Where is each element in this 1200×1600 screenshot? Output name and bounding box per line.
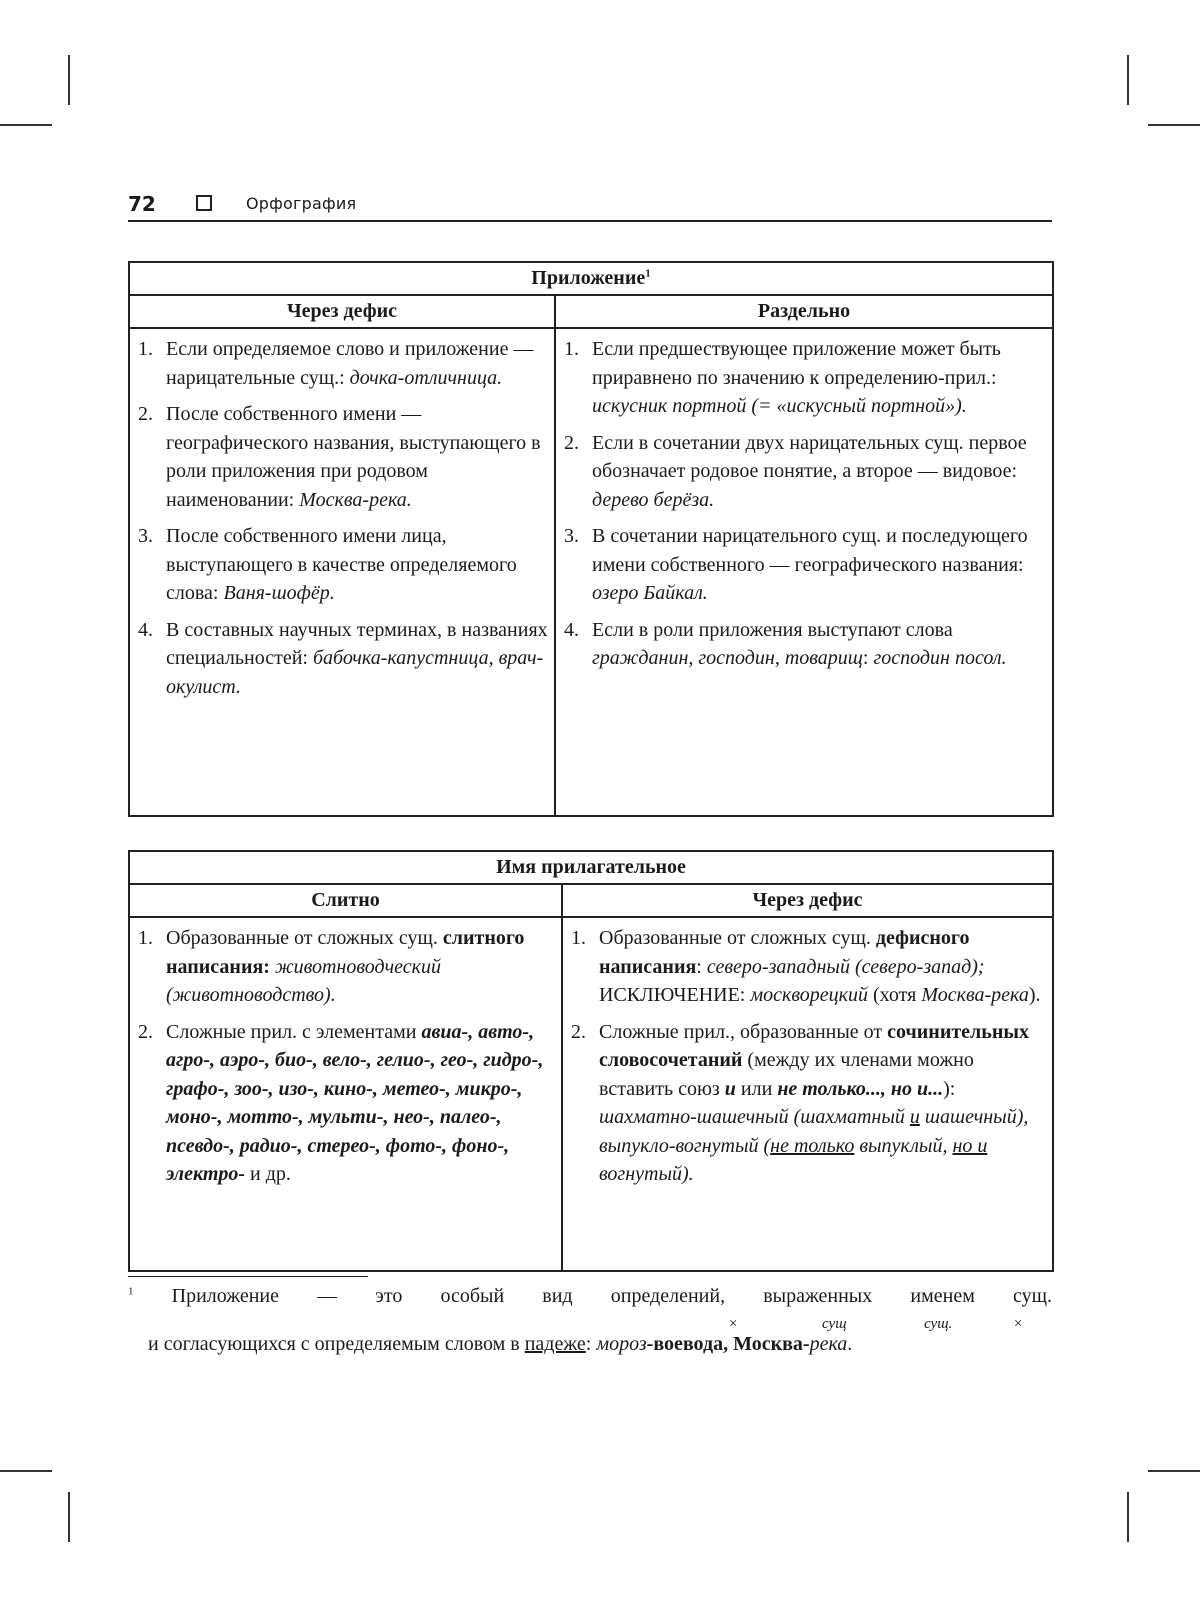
footnote-underlined: падеже [524,1333,586,1355]
example: северо-западный (северо-запад); [706,955,985,978]
rule-text: В сочетании нарицательного сущ. и последующего имени собственного — географического названия: [592,525,1028,576]
table-title: Имя прилагательное [129,851,1053,884]
column-header: Раздельно [555,295,1053,328]
example: Москва-река. [299,488,412,511]
example: дерево берёза. [592,488,715,511]
rule-text: и др. [245,1163,291,1185]
grammar-mark: сущ [822,1316,847,1332]
rules-column-solid [129,917,562,1271]
punctuation: ): [943,1077,956,1100]
footnote-text: Приложение — это особый вид определений, выраженных именем сущ. [171,1285,1052,1307]
example: выпуклый, [859,1134,948,1157]
example: искусник портной (= «искусный портной»). [592,395,967,417]
rules-column-hyphen [562,917,1053,1271]
rule-text: (между их членами можно вставить союз [599,1049,974,1100]
example: животноводческий (животноводство). [166,955,442,1006]
rule-emphasis: дефисного написания [599,927,970,978]
crop-mark [68,55,70,105]
exception-label: ИСКЛЮЧЕНИЕ: [599,984,746,1006]
conjunction: и [724,1077,736,1100]
example: дочка-отличница. [349,366,503,389]
list-item [138,400,548,514]
list-item [138,1018,555,1189]
page-number: 72 [128,192,156,216]
rule-text: После собственного имени лица, выступающего в качестве определяемого слова: [166,525,517,604]
running-header [128,190,1052,222]
list-item [571,1018,1046,1189]
footnote [128,1282,1052,1358]
checkbox-square-icon [196,195,212,211]
item-number: 1. [564,338,579,360]
table-prilozhenie [128,261,1054,817]
example-bold: -воевода, [646,1333,729,1355]
example-bold: Москва- [733,1333,810,1355]
rule-text: Если в сочетании двух нарицательных сущ. первое обозначает родовое понятие, а второе — видовое: [592,431,1027,482]
rule-text: Если предшествующее приложение может быть приравнено по значению к определению-прил.: [592,338,1001,389]
table-title-text: Приложение [531,267,646,289]
list-item [138,616,548,702]
item-number: 2. [564,431,579,454]
rule-emphasis: слитного написания [166,927,525,978]
item-number: 4. [564,618,579,641]
list-item [564,429,1046,515]
footnote-line [128,1330,1052,1358]
rule-text: Сложные прил. с элементами [166,1020,417,1043]
rules-column-hyphen [129,328,555,816]
crop-mark [1127,1492,1129,1542]
crop-mark [0,124,52,126]
table-title [129,262,1053,295]
list-item [564,522,1046,608]
example: Ваня-шофёр. [223,582,335,604]
crop-mark [1127,55,1129,105]
punctuation: : [263,955,270,978]
example-underlined: но и [952,1134,988,1157]
example: шашечный), выпукло-вогнутый ( [599,1106,1029,1157]
example: москворецкий [750,984,869,1006]
rule-text: Образованные от сложных сущ. [599,927,871,949]
crop-mark [1148,1470,1200,1472]
example: озеро Байкал. [592,582,708,604]
grammar-mark: × [728,1316,739,1332]
table-adjective [128,850,1054,1272]
example-elements: авиа-, авто-, агро-, аэро-, био-, вело-, гелио-, гео-, гидро-, графо-, зоо-, изо-, кино-, метео-, микро-, моно-, мотто-, мульти-, нео-, палео-, псевдо-, радио-, стерео-, фото-, фоно-, электро- [166,1020,544,1185]
item-number: 4. [138,618,153,641]
footnote-ref: 1 [645,267,651,280]
item-number: 2. [571,1020,586,1043]
crop-mark [68,1492,70,1542]
punctuation: : [585,1333,592,1355]
rule-text: или [740,1077,773,1100]
example-underlined: и [909,1106,920,1128]
rule-text: (хотя [873,984,917,1006]
example: господин посол. [873,647,1007,669]
rules-column-separate [555,328,1053,816]
conjunction: не только..., но и... [777,1077,944,1100]
punctuation: . [847,1333,853,1355]
example: Москва-река [921,984,1029,1006]
column-header: Через дефис [562,884,1053,917]
item-number: 2. [138,403,153,425]
grammar-mark: сущ. [924,1316,953,1332]
rule-text: Если определяемое слово и приложение — нарицательные сущ.: [166,338,534,389]
list-item [564,335,1046,421]
rule-text: Сложные прил., образованные от [599,1020,883,1043]
example: мороз [596,1333,647,1355]
item-number: 1. [571,927,586,949]
list-item [138,522,548,608]
example-underlined: не только [770,1134,855,1157]
grammar-mark: × [1013,1316,1024,1332]
example-words: гражданин, господин, товарищ [592,647,863,669]
rule-text: В составных научных терминах, в названиях специальностей: [166,618,548,669]
example: вогнутый). [599,1163,694,1185]
example: шахматно-шашечный (шахматный [599,1106,905,1128]
list-item [571,924,1046,1010]
item-number: 2. [138,1020,153,1043]
list-item [138,924,555,1010]
grammar-marks [128,1310,1052,1330]
rule-text: Если в роли приложения выступают слова [592,618,953,641]
item-number: 1. [138,338,153,360]
footnote-text: и согласующихся с определяемым словом в [148,1333,520,1355]
rule-emphasis: сочинительных словосочетаний [599,1020,1029,1071]
item-number: 3. [564,525,579,547]
rule-text: Образованные от сложных сущ. [166,927,438,949]
crop-mark [0,1470,52,1472]
section-title: Орфография [246,194,357,213]
punctuation: : [696,955,702,978]
footnote-separator [128,1276,368,1277]
footnote-line [128,1282,1052,1310]
list-item [138,335,548,392]
column-header: Через дефис [129,295,555,328]
punctuation: : [862,647,869,669]
example: бабочка-капустница, врач-окулист. [166,647,544,698]
rule-text: После собственного имени — географического названия, выступающего в роли приложения при родовом наименовании: [166,403,541,511]
punctuation: ). [1028,984,1041,1006]
column-header: Слитно [129,884,562,917]
item-number: 3. [138,525,153,547]
item-number: 1. [138,927,153,949]
crop-mark [1148,124,1200,126]
footnote-number: 1 [128,1285,134,1298]
list-item [564,616,1046,673]
example: река [809,1333,848,1355]
